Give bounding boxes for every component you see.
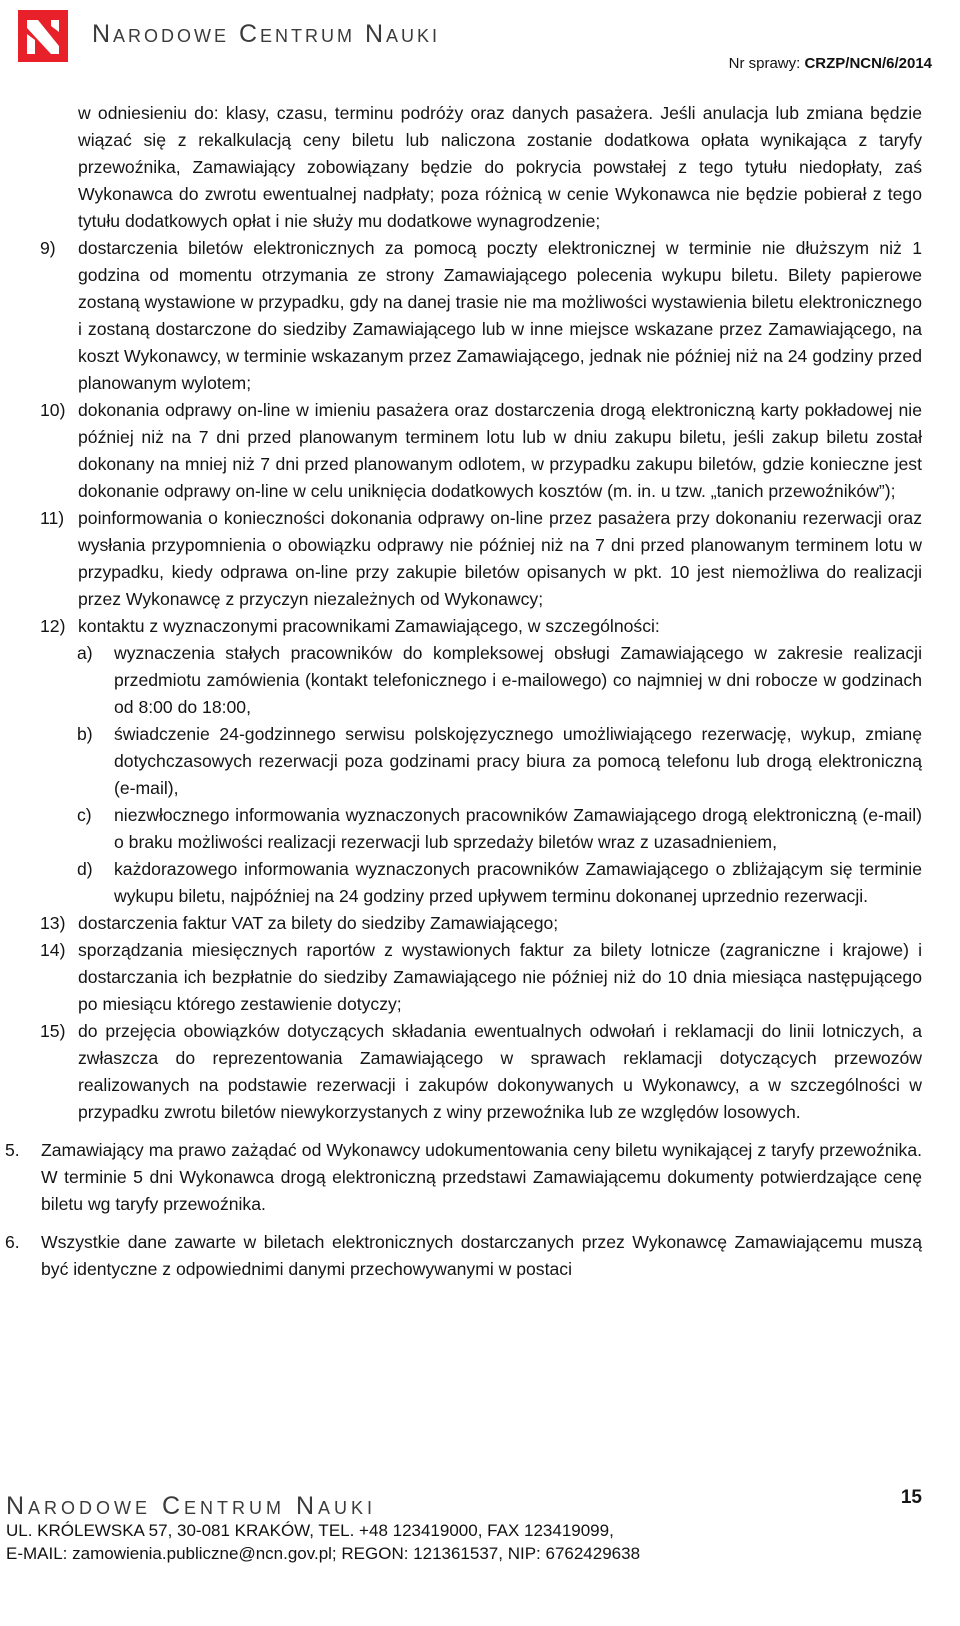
case-number: [729, 55, 932, 72]
sub-list-item-letter: b): [77, 724, 93, 744]
list-item-number: 13): [40, 913, 66, 933]
sub-list-item-letter: a): [77, 643, 93, 663]
sub-list-item-letter: d): [77, 859, 93, 879]
sub-list-item-text: świadczenie 24-godzinnego serwisu polskojęzycznego umożliwiającego rezerwację, wykup, zmianę dotychczasowych rezerwacji poza godzinami pracy biura za pomocą telefonu lub drogą elektroniczną (e-mail),: [114, 724, 922, 798]
section-number: 6.: [5, 1232, 20, 1252]
list-item-text: sporządzania miesięcznych raportów z wystawionych faktur za bilety lotnicze (zagraniczne i krajowe) i dostarczania ich bezpłatnie do siedziby Zamawiającego nie później niż do 10 dnia miesiąca następującego po miesiącu którego zestawienie dotyczy;: [78, 940, 922, 1014]
header-org-name: Narodowe Centrum Nauki: [92, 20, 441, 48]
list-item-number: 9): [40, 238, 56, 258]
list-item-number: 12): [40, 616, 66, 636]
list-item-text: dostarczenia faktur VAT za bilety do siedziby Zamawiającego;: [78, 913, 559, 933]
list-item-text: do przejęcia obowiązków dotyczących składania ewentualnych odwołań i reklamacji do linii lotniczych, a zwłaszcza do reprezentowania Zamawiającego w sprawach reklamacji dotyczących przewozów realizowanych na podstawie rezerwacji i zakupów dokonywanych u Wykonawcy, a w szczególności w przypadku zwrotu biletów niewykorzystanych z winy przewoźnika lub ze względów losowych.: [78, 1021, 922, 1122]
sub-list-item-letter: c): [77, 805, 92, 825]
list-item-text: dokonania odprawy on-line w imieniu pasażera oraz dostarczenia drogą elektroniczną karty pokładowej nie później niż na 7 dni przed planowanym terminem lotu lub w dniu zakupu biletu, jeśli zakup biletu został dokonany na mniej niż 7 dni przed planowanym odlotem, w przypadku zakupu biletów, gdzie konieczne jest dokonanie odprawy on-line w celu uniknięcia dodatkowych kosztów (m. in. u tzw. „tanich przewoźników”);: [78, 400, 922, 501]
section-paragraph: [5, 1137, 922, 1218]
list-item-number: 10): [40, 400, 66, 420]
case-number-value: CRZP/NCN/6/2014: [804, 55, 932, 72]
section-spacer: [0, 1218, 960, 1229]
section-number: 5.: [5, 1140, 20, 1160]
list-item-number: 14): [40, 940, 66, 960]
footer-address: UL. KRÓLEWSKA 57, 30-081 KRAKÓW, TEL. +48 123419000, FAX 123419099,: [6, 1521, 614, 1540]
ncn-logo-icon: [18, 10, 68, 62]
list-item: [40, 505, 922, 613]
sub-list-item-text: niezwłocznego informowania wyznaczonych pracowników Zamawiającego drogą elektroniczną (e-mail) o braku możliwości realizacji rezerwacji lub sprzedaży biletów wraz z uzasadnieniem,: [114, 805, 922, 852]
sub-list-item: [77, 721, 922, 802]
list-item: [40, 1018, 922, 1126]
section-text: Wszystkie dane zawarte w biletach elektronicznych dostarczanych przez Wykonawcę Zamawiającemu muszą być identyczne z odpowiednimi danymi przechowywanymi w postaci: [41, 1232, 922, 1279]
section-spacer: [0, 1126, 960, 1137]
list-item-text: dostarczenia biletów elektronicznych za pomocą poczty elektronicznej w terminie nie dłuższym niż 1 godzina od momentu otrzymania ze strony Zamawiającego polecenia wykupu biletu. Bilety papierowe zostaną wystawione w przypadku, gdy na danej trasie nie ma możliwości wystawienia biletu elektronicznego i zostaną dostarczone do siedziby Zamawiającego lub w inne miejsce wskazane przez Zamawiającego, na koszt Wykonawcy, w terminie wskazanym przez Zamawiającego, jednak nie później niż na 24 godziny przed planowanym wylotem;: [78, 238, 922, 393]
list-item: [40, 397, 922, 505]
list-item-text: poinformowania o konieczności dokonania odprawy on-line przez pasażera przy dokonaniu rezerwacji oraz wysłania przypomnienia o obowiązku odprawy nie później niż na 7 dni przed planowanym terminem lotu w przypadku, kiedy odprawa on-line przy zakupie biletów opisanych w pkt. 10 jest niemożliwa do realizacji przez Wykonawcę z przyczyn niezależnych od Wykonawcy;: [78, 508, 922, 609]
section-paragraph: [5, 1229, 922, 1283]
footer-contact: E-MAIL: zamowienia.publiczne@ncn.gov.pl; REGON: 121361537, NIP: 6762429638: [6, 1544, 641, 1563]
footer-org-name: Narodowe Centrum Nauki: [6, 1492, 377, 1520]
list-item-number: 11): [40, 508, 65, 528]
sub-list-item: [77, 856, 922, 910]
page-number: 15: [900, 1487, 922, 1508]
sub-list-item: [77, 640, 922, 721]
list-item: [40, 613, 922, 640]
sub-list-item: [77, 802, 922, 856]
list-item: [40, 937, 922, 1018]
section-text: Zamawiający ma prawo zażądać od Wykonawcy udokumentowania ceny biletu wynikającej z taryfy przewoźnika. W terminie 5 dni Wykonawca drogą elektroniczną przedstawi Zamawiającemu dokumenty potwierdzające cenę biletu wg taryfy przewoźnika.: [41, 1140, 922, 1214]
list-item-number: 15): [40, 1021, 66, 1041]
case-number-label: Nr sprawy:: [728, 55, 805, 72]
sub-list-item-text: każdorazowego informowania wyznaczonych pracowników Zamawiającego o zbliżającym się terminie wykupu biletu, najpóźniej na 24 godziny przed upływem terminu dokonanej uprzednio rezerwacji.: [114, 859, 922, 906]
document-body: [0, 100, 960, 1283]
list-item: [40, 235, 922, 397]
list-item: [40, 910, 922, 937]
list-item-text: kontaktu z wyznaczonymi pracownikami Zamawiającego, w szczególności:: [78, 616, 660, 636]
intro-paragraph: w odniesieniu do: klasy, czasu, terminu podróży oraz danych pasażera. Jeśli anulacja lub zmiana będzie wiązać się z rekalkulacją ceny biletu lub naliczona zostanie dodatkowa opłata wynikająca z taryfy przewoźnika, Zamawiający zobowiązany będzie do pokrycia powstałej z tego tytułu niedopłaty, zaś Wykonawca do zwrotu ewentualnej nadpłaty; poza różnicą w cenie Wykonawca nie będzie pobierał z tego tytułu dodatkowych opłat i nie służy mu dodatkowe wynagrodzenie;: [78, 103, 922, 231]
sub-list-item-text: wyznaczenia stałych pracowników do kompleksowej obsługi Zamawiającego w zakresie realizacji przedmiotu zamówienia (kontakt telefonicznego i e-mailowego) co najmniej w dni robocze w godzinach od 8:00 do 18:00,: [114, 643, 922, 717]
